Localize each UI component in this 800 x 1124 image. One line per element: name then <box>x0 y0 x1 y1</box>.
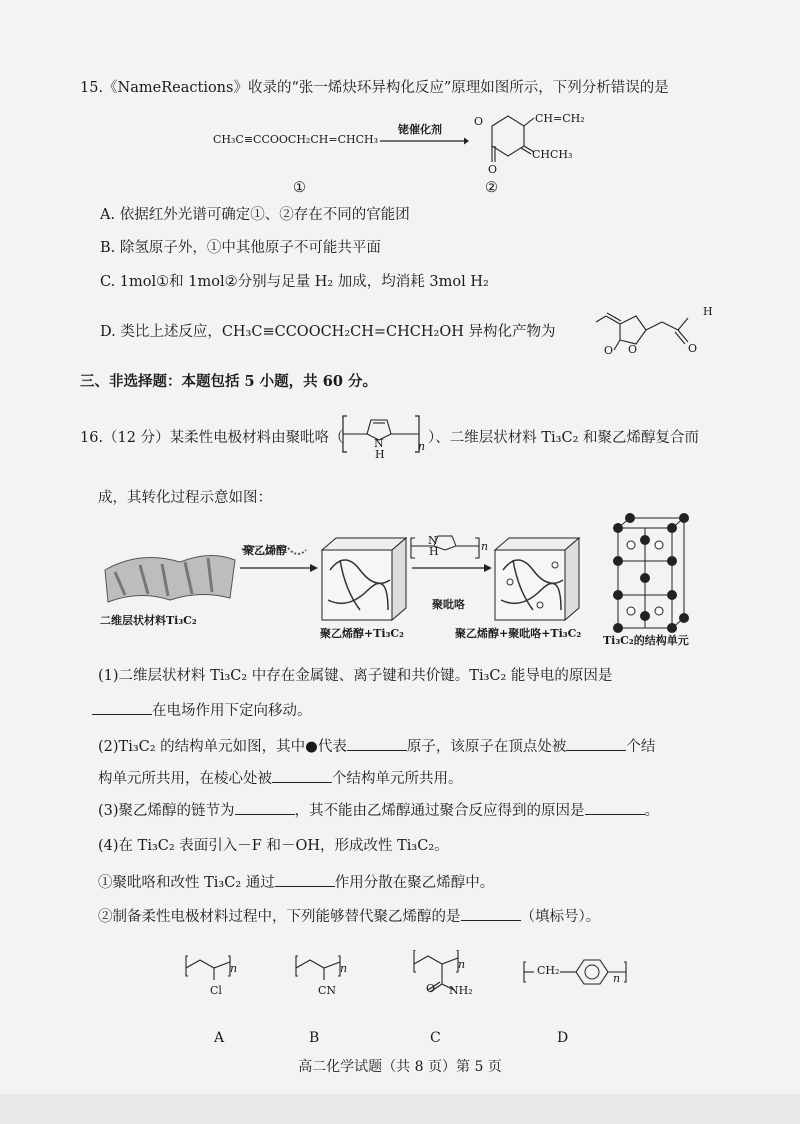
page-footer: 高二化学试题（共 8 页）第 5 页 <box>298 1059 502 1075</box>
q15-stem: 15.《NameReactions》收录的“张一烯炔环异构化反应”原理如图所示，下列分析错误的是 <box>80 80 669 96</box>
answer-blank-1[interactable] <box>92 700 152 715</box>
q15-reactant: CH₃C≡CCOOCH₂CH=CHCH₃ <box>213 133 378 146</box>
option-d-n: n <box>613 972 621 985</box>
q16-part4: (4)在 Ti₃C₂ 表面引入－F 和－OH，形成改性 Ti₃C₂。 <box>98 838 449 854</box>
q16-part2-line1: (2)Ti₃C₂ 的结构单元如图，其中●代表 原子，该原子在顶点处被 个结 <box>98 736 655 757</box>
option-a-n: n <box>230 962 238 975</box>
option-b-structure <box>296 956 340 980</box>
fig-left-caption: 二维层状材料Ti₃C₂ <box>100 614 197 627</box>
polypyrrole-h: H <box>375 448 385 461</box>
answer-blank-6[interactable] <box>585 800 645 815</box>
option-c-nh2: NH₂ <box>449 984 473 997</box>
fig-pyrrole-n: N <box>428 534 438 547</box>
q16-stem-a: 16.（12 分）某柔性电极材料由聚吡咯（ <box>80 430 344 446</box>
option-a-label: A <box>214 1030 225 1046</box>
q15-option-d-h: H <box>703 305 713 318</box>
q15-option-a: A. 依据红外光谱可确定①、②存在不同的官能团 <box>100 207 410 223</box>
option-a-structure <box>186 956 230 980</box>
polypyrrole-arrow <box>411 536 492 572</box>
q15-catalyst: 铑催化剂 <box>398 123 442 136</box>
q15-option-d-o3: O <box>628 343 638 356</box>
q16-part1-line1: (1)二维层状材料 Ti₃C₂ 中存在金属键、离子键和共价键。Ti₃C₂ 能导电的原因是 <box>98 668 613 684</box>
option-d-ch2: CH₂ <box>537 964 560 977</box>
answer-blank-7[interactable] <box>275 872 335 887</box>
fig-right-caption: 聚乙烯醇+聚吡咯+Ti₃C₂ <box>455 627 582 640</box>
q16-stem-b: ）、二维层状材料 Ti₃C₂ 和聚乙烯醇复合而 <box>428 430 699 446</box>
answer-blank-8[interactable] <box>461 906 521 921</box>
fig-pyrrole-h: H <box>429 545 439 558</box>
scan-bottom-edge <box>0 1094 800 1124</box>
q16-stem-c: 成，其转化过程示意如图： <box>98 490 272 506</box>
q16-process-figure <box>100 510 730 650</box>
fig-pyrrole-n-subscript: n <box>481 540 489 553</box>
q15-product-carbonyl-o: O <box>488 163 498 176</box>
q15-option-d-o1: O <box>688 342 698 355</box>
pva-ti3c2-cube <box>322 538 406 620</box>
q15-option-b: B. 除氢原子外，①中其他原子不可能共平面 <box>100 240 381 256</box>
q15-label-2: ② <box>485 180 498 196</box>
composite-cube <box>495 538 579 620</box>
option-b-cn: CN <box>318 984 337 997</box>
q15-product-ethylidene: CHCH₃ <box>532 148 573 161</box>
q15-option-d-o2: O <box>604 344 614 357</box>
option-b-n: n <box>340 962 348 975</box>
fig-arrow1-label: 聚乙烯醇 <box>243 544 287 557</box>
option-c-o: O <box>426 982 436 995</box>
ti3c2-unit-cell <box>613 513 689 633</box>
q15-reaction-arrow <box>378 136 470 146</box>
answer-blank-2[interactable] <box>347 736 407 751</box>
ti3c2-layers-illustration <box>105 555 235 602</box>
answer-blank-5[interactable] <box>235 800 295 815</box>
fig-mid-caption: 聚乙烯醇+Ti₃C₂ <box>320 627 404 640</box>
polymer-options-structures <box>180 950 640 1010</box>
option-a-cl: Cl <box>210 984 222 997</box>
option-c-n: n <box>458 958 466 971</box>
q16-part1-line2: 在电场作用下定向移动。 <box>92 700 312 721</box>
answer-blank-4[interactable] <box>272 768 332 783</box>
option-d-label: D <box>557 1030 569 1046</box>
fig-cell-caption: Ti₃C₂的结构单元 <box>603 634 689 647</box>
option-b-label: B <box>309 1030 320 1046</box>
q16-part2-line2: 构单元所共用，在棱心处被 个结构单元所共用。 <box>98 768 463 789</box>
q15-option-c: C. 1mol①和 1mol②分别与足量 H₂ 加成，均消耗 3mol H₂ <box>100 274 489 290</box>
q15-label-1: ① <box>293 180 306 196</box>
answer-blank-3[interactable] <box>566 736 626 751</box>
section-3-heading: 三、非选择题：本题包括 5 小题，共 60 分。 <box>80 373 377 390</box>
q16-part3: (3)聚乙烯醇的链节为 ，其不能由乙烯醇通过聚合反应得到的原因是 。 <box>98 800 659 821</box>
q15-product-ring-o: O <box>474 115 484 128</box>
fig-arrow2-label: 聚吡咯 <box>432 598 465 611</box>
polypyrrole-n-subscript: n <box>418 440 426 453</box>
q15-option-d: D. 类比上述反应，CH₃C≡CCOOCH₂CH=CHCH₂OH 异构化产物为 <box>100 324 556 340</box>
polypyrrole-n: N <box>374 437 384 450</box>
q16-part4-2: ②制备柔性电极材料过程中，下列能够替代聚乙烯醇的是 （填标号）。 <box>98 906 600 927</box>
q16-part4-1: ①聚吡咯和改性 Ti₃C₂ 通过 作用分散在聚乙烯醇中。 <box>98 872 494 893</box>
option-c-label: C <box>430 1030 441 1046</box>
q15-product-vinyl: CH=CH₂ <box>535 112 585 125</box>
